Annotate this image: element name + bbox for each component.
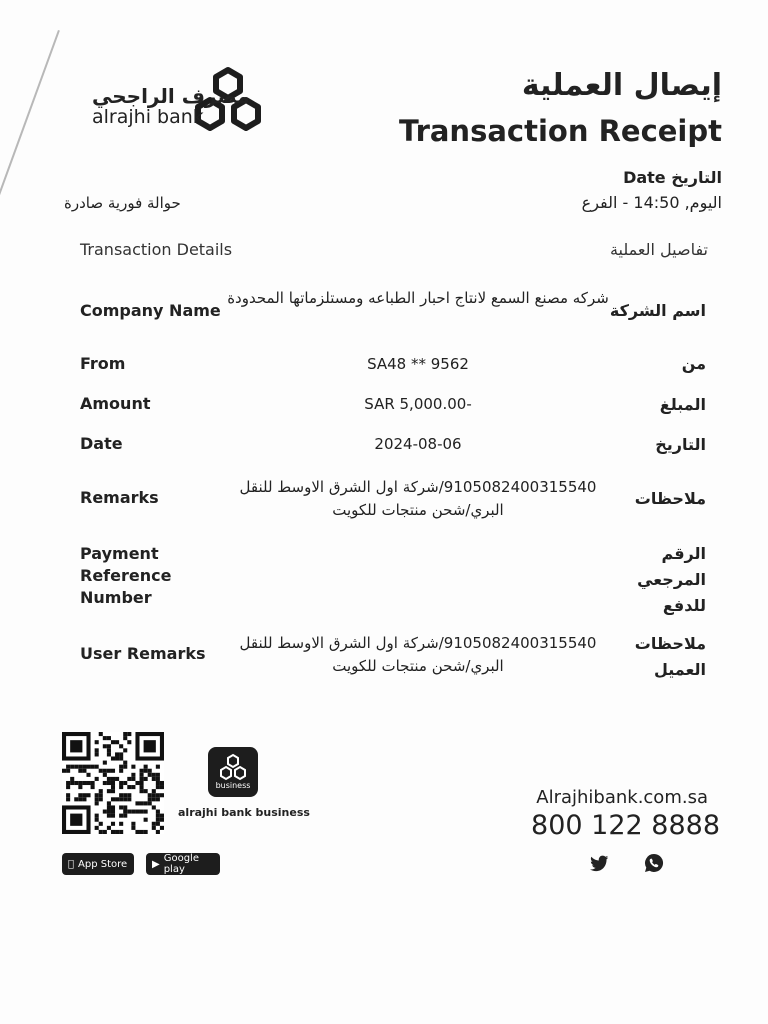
row-label-date: Date [80, 434, 123, 453]
business-app-name: alrajhi bank business [178, 806, 310, 819]
phone-number[interactable]: 800 122 8888 [531, 810, 720, 841]
receipt-title-arabic: إيصال العملية [521, 68, 722, 103]
row-value-remarks: 9105082400315540/شركة اول الشرق الاوسط للنقل البري/شحن منتجات للكويت [239, 478, 597, 519]
google-play-label: Google play [163, 853, 199, 875]
scan-artifact-line [0, 30, 59, 247]
row-value-from: SA48 ** 9562 [367, 355, 469, 373]
section-title-english: Transaction Details [80, 240, 233, 259]
row-value-company-name: شركه مصنع السمع لانتاج احبار الطباعه ومستلزماتها المحدودة [227, 289, 609, 307]
date-label: التاريخ Date [623, 168, 722, 187]
google-play-button[interactable] [146, 853, 220, 875]
business-tile-label: business [215, 781, 251, 790]
row-label-remarks: Remarks [80, 488, 159, 507]
logo-english-text: alrajhi bank [92, 106, 204, 128]
app-store-button[interactable] [62, 853, 134, 875]
whatsapp-icon[interactable] [643, 852, 665, 874]
row-label-ar-from: من [681, 354, 706, 373]
app-store-label: App Store [72, 858, 122, 870]
qr-code-icon[interactable] [62, 732, 164, 834]
row-label-from: From [80, 354, 126, 373]
row-value-date: 2024-08-06 [374, 435, 462, 453]
row-label-company-name: Company Name [80, 301, 221, 320]
transfer-type: حوالة فورية صادرة [64, 194, 181, 212]
row-label-payment-reference: Payment Reference Number [80, 544, 172, 607]
row-label-ar-date: التاريخ [655, 435, 706, 454]
row-label-ar-remarks: ملاحظات [634, 489, 706, 508]
section-title-arabic: تفاصيل العملية [609, 240, 708, 259]
row-label-ar-amount: المبلغ [659, 395, 706, 414]
website-link[interactable]: Alrajhibank.com.sa [536, 787, 708, 808]
receipt-title-english: Transaction Receipt [398, 114, 722, 148]
row-value-user-remarks: 9105082400315540/شركة اول الشرق الاوسط للنقل البري/شحن منتجات للكويت [239, 634, 597, 675]
row-label-ar-user-remarks: ملاحظات العميل [634, 634, 706, 679]
row-value-amount: SAR 5,000.00- [364, 395, 472, 413]
twitter-icon[interactable] [588, 852, 610, 874]
row-label-ar-payment-reference: الرقم المرجعي للدفع [637, 544, 706, 615]
row-label-user-remarks: User Remarks [80, 644, 206, 663]
date-value: اليوم, 14:50 - الفرع [581, 193, 722, 212]
logo-arabic-text: مصرف الراجحي [92, 84, 250, 108]
play-icon: ▶ [152, 858, 160, 870]
row-label-ar-company-name: اسم الشركة [609, 301, 706, 320]
apple-icon [68, 859, 74, 870]
row-label-amount: Amount [80, 394, 151, 413]
